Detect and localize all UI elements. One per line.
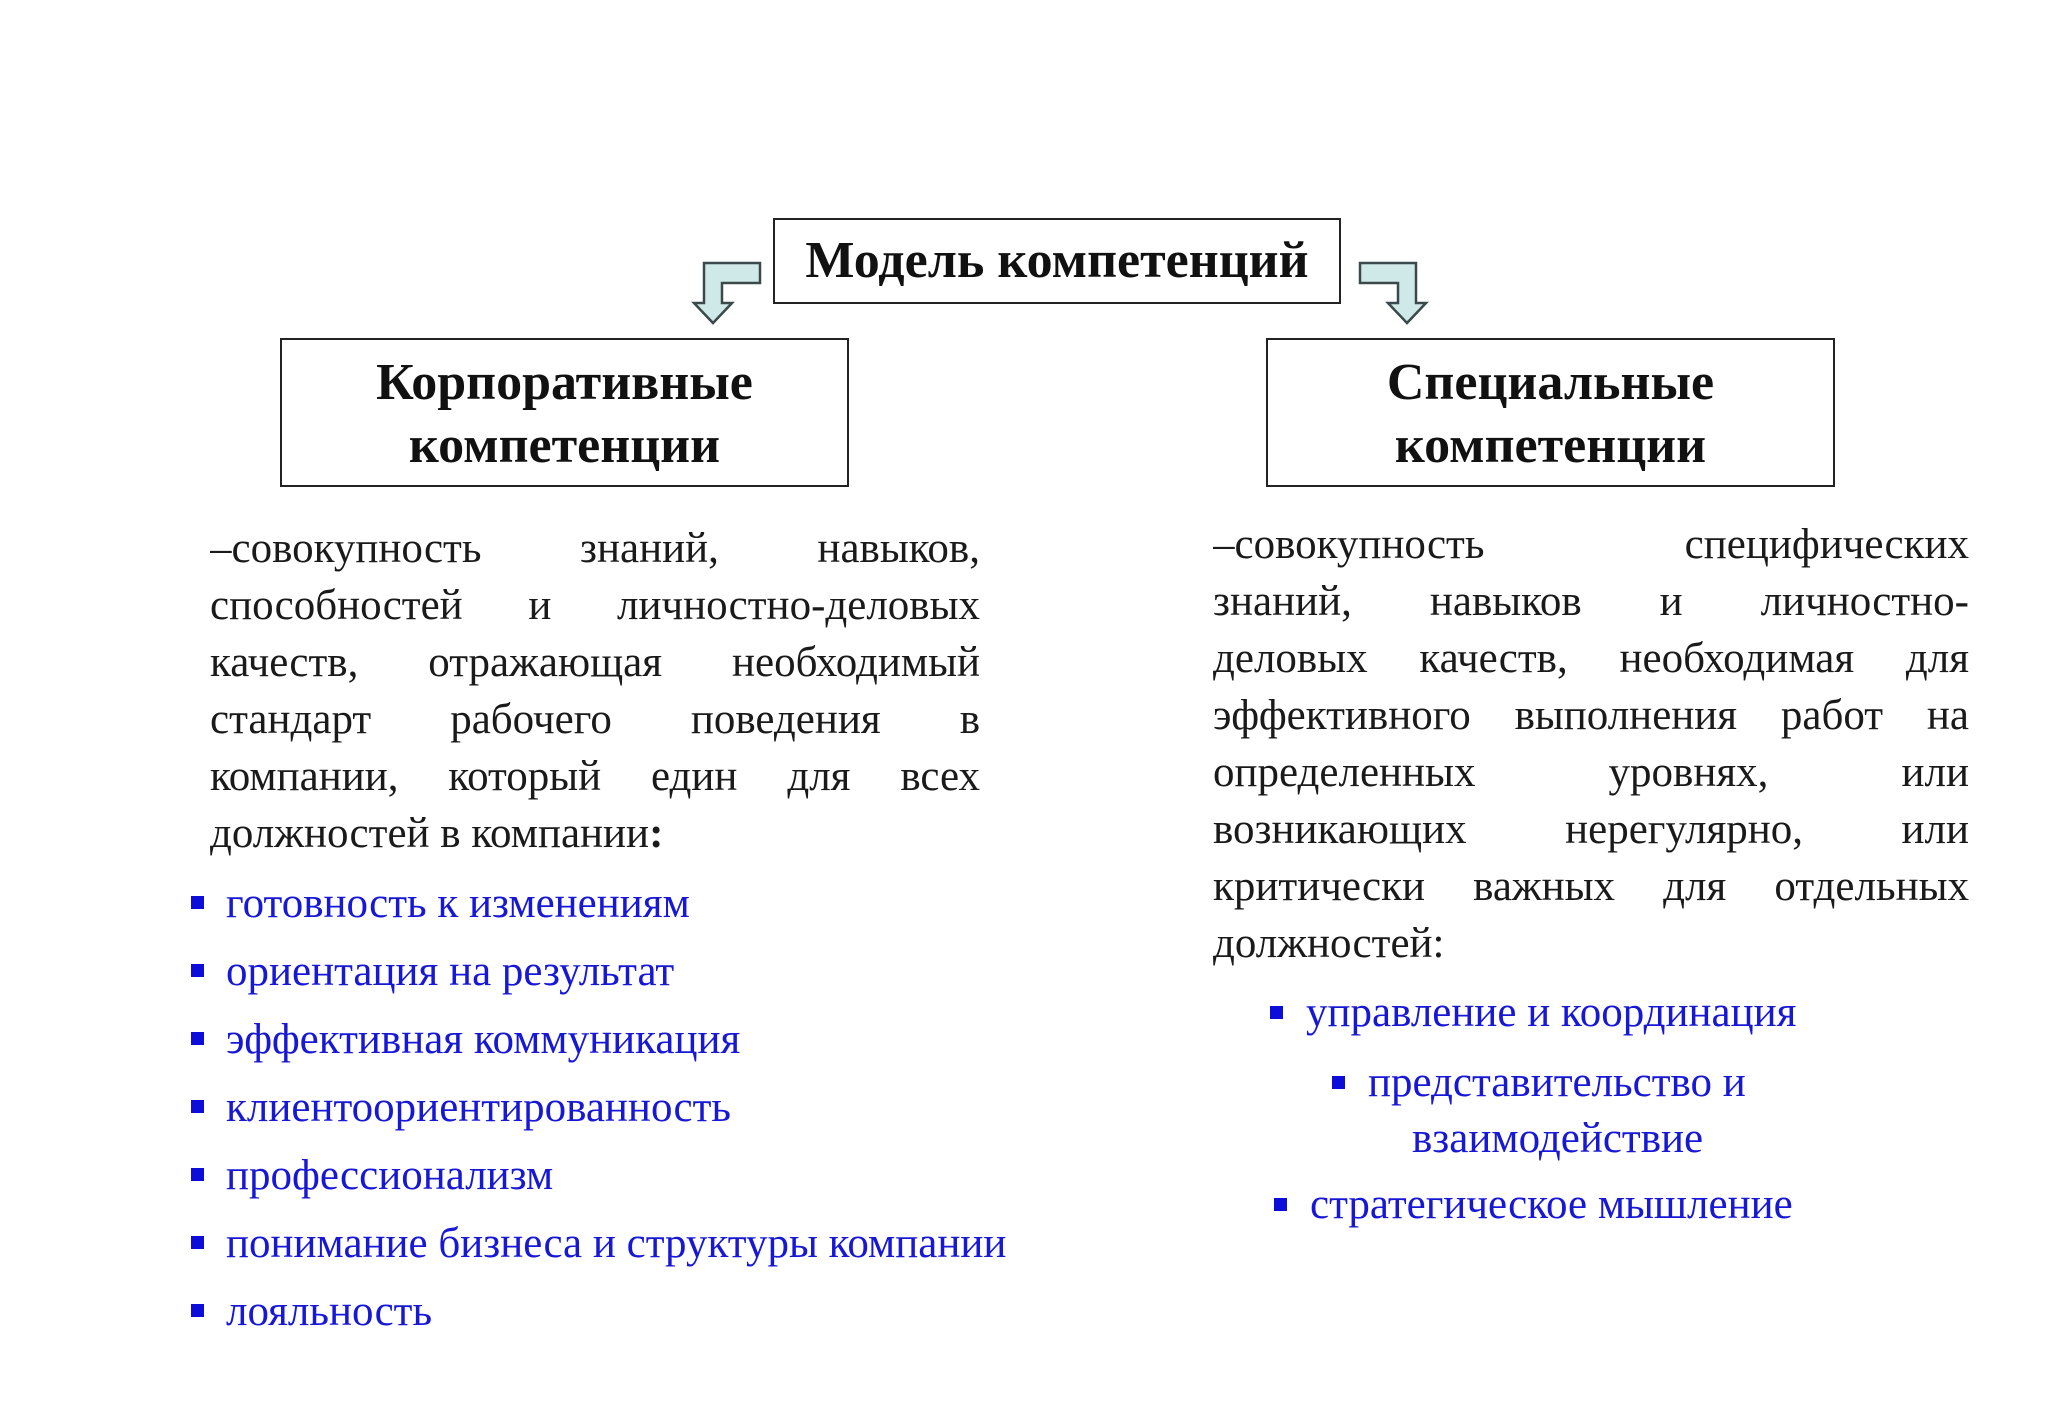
square-bullet-icon bbox=[191, 896, 204, 909]
corporate-title-line-2: компетенции bbox=[408, 417, 721, 474]
right-down-arrow bbox=[1355, 260, 1440, 326]
special-competencies-node bbox=[1266, 338, 1835, 487]
corporate-description-line: компании, который един для всех bbox=[210, 753, 980, 800]
list-item-label: ориентация на результат bbox=[226, 948, 675, 995]
list-item bbox=[1274, 1176, 1793, 1233]
list-item-label: клиентоориентированность bbox=[226, 1084, 731, 1131]
square-bullet-icon bbox=[1332, 1076, 1345, 1089]
square-bullet-icon bbox=[191, 1032, 204, 1045]
list-item bbox=[1332, 1054, 1746, 1111]
square-bullet-icon bbox=[191, 1100, 204, 1113]
square-bullet-icon bbox=[1270, 1006, 1283, 1019]
corporate-competencies-node bbox=[280, 338, 849, 487]
list-item-label: понимание бизнеса и структуры компании bbox=[226, 1220, 1007, 1267]
corporate-description-colon: : bbox=[649, 810, 664, 857]
corporate-title-line-1: Корпоративные bbox=[376, 354, 753, 411]
list-item bbox=[191, 1010, 1006, 1078]
special-description-line: должностей: bbox=[1213, 920, 1445, 967]
list-item-continuation bbox=[1412, 1110, 1703, 1167]
list-item bbox=[191, 1282, 1006, 1350]
corporate-description-last-line bbox=[210, 805, 980, 862]
corporate-description bbox=[210, 520, 980, 862]
list-item-label: готовность к изменениям bbox=[226, 880, 690, 927]
list-item-label: стратегическое мышление bbox=[1310, 1181, 1793, 1228]
list-item bbox=[191, 1214, 1006, 1282]
square-bullet-icon bbox=[1274, 1198, 1287, 1211]
list-item bbox=[191, 874, 1006, 942]
list-item-label: управление и координация bbox=[1306, 989, 1797, 1036]
special-description-line: –совокупность специфических bbox=[1213, 521, 1969, 568]
list-item-label: взаимодействие bbox=[1412, 1115, 1704, 1162]
special-description-line: эффективного выполнения работ на bbox=[1213, 692, 1969, 739]
square-bullet-icon bbox=[191, 1168, 204, 1181]
corporate-competencies-list bbox=[191, 874, 1006, 1350]
left-down-arrow bbox=[680, 260, 765, 326]
list-item-label: лояльность bbox=[226, 1288, 433, 1335]
special-description-line: деловых качеств, необходимая для bbox=[1213, 635, 1969, 682]
square-bullet-icon bbox=[191, 964, 204, 977]
root-node-label: Модель компетенций bbox=[805, 232, 1309, 289]
list-item bbox=[191, 1078, 1006, 1146]
special-description-line: знаний, навыков и личностно- bbox=[1213, 578, 1969, 625]
corporate-description-line: качеств, отражающая необходимый bbox=[210, 639, 980, 686]
corporate-description-line: способностей и личностно-деловых bbox=[210, 582, 980, 629]
root-node-model-competencies bbox=[773, 218, 1341, 304]
special-description-line: критически важных для отдельных bbox=[1213, 863, 1969, 910]
list-item bbox=[1270, 984, 1796, 1041]
list-item-label: эффективная коммуникация bbox=[226, 1016, 741, 1063]
special-title-line-1: Специальные bbox=[1386, 354, 1715, 411]
corporate-description-line: должностей в компании bbox=[210, 810, 650, 857]
list-item bbox=[191, 942, 1006, 1010]
corporate-description-line: стандарт рабочего поведения в bbox=[210, 696, 980, 743]
list-item-label: профессионализм bbox=[226, 1152, 554, 1199]
special-description-line: возникающих нерегулярно, или bbox=[1213, 806, 1969, 853]
special-title-line-2: компетенции bbox=[1394, 417, 1707, 474]
special-description-line: определенных уровнях, или bbox=[1213, 749, 1969, 796]
list-item bbox=[191, 1146, 1006, 1214]
list-item-label: представительство и bbox=[1368, 1059, 1746, 1106]
square-bullet-icon bbox=[191, 1304, 204, 1317]
special-description bbox=[1213, 516, 1969, 972]
corporate-description-line: –совокупность знаний, навыков, bbox=[210, 525, 980, 572]
square-bullet-icon bbox=[191, 1236, 204, 1249]
